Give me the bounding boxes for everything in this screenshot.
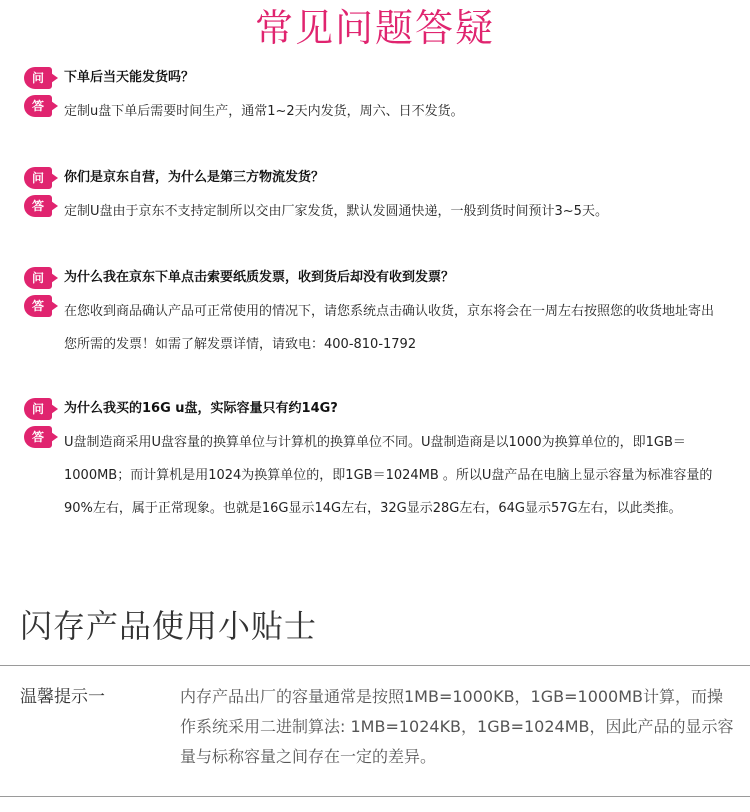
faq-answer-row xyxy=(24,295,724,361)
answer-badge: 答 xyxy=(24,426,52,448)
page-title: 常见问题答疑 xyxy=(254,6,495,50)
faq-answer-row xyxy=(24,426,724,525)
faq-answer: 在您收到商品确认产品可正常使用的情况下，请您系统点击确认收货，京东将会在一周左右按照您的收货地址寄出您所需的发票！如需了解发票详情，请致电：400-810-1792 xyxy=(64,304,715,352)
answer-badge: 答 xyxy=(24,195,52,217)
section-divider-bottom xyxy=(0,796,750,797)
faq-answer: 定制u盘下单后需要时间生产，通常1~2天内发货，周六、日不发货。 xyxy=(64,104,464,119)
faq-answer: U盘制造商采用U盘容量的换算单位与计算机的换算单位不同。U盘制造商是以1000为换算单位的，即1GB＝1000MB；而计算机是用1024为换算单位的，即1GB＝1024MB 。所以U盘产品在电脑上显示容量为标准容量的90%左右，属于正常现象。也就是16G显示14G左右，32G显示28G左右，64G显示57G左右，以此类推。 xyxy=(64,435,713,516)
faq-question-row xyxy=(24,267,724,289)
question-badge: 问 xyxy=(24,67,52,89)
faq-question: 为什么我买的16G u盘，实际容量只有约14G? xyxy=(64,401,338,416)
faq-answer: 定制U盘由于京东不支持定制所以交由厂家发货，默认发圆通快递，一般到货时间预计3~5天。 xyxy=(64,204,608,219)
faq-question: 为什么我在京东下单点击索要纸质发票，收到货后却没有收到发票？ xyxy=(64,270,455,285)
answer-badge: 答 xyxy=(24,95,52,117)
faq-question-row xyxy=(24,67,724,89)
question-badge: 问 xyxy=(24,267,52,289)
faq-question: 你们是京东自营，为什么是第三方物流发货？ xyxy=(64,170,325,185)
faq-question-row xyxy=(24,167,724,189)
faq-item xyxy=(24,267,724,361)
section-divider-top xyxy=(0,665,750,666)
faq-question: 下单后当天能发货吗？ xyxy=(64,70,195,85)
tip-text: 内存产品出厂的容量通常是按照1MB=1000KB，1GB=1000MB计算，而操作系统采用二进制算法: 1MB=1024KB，1GB=1024MB，因此产品的显示容量与标称容量之间存在一定的差异。 xyxy=(180,687,734,766)
faq-item xyxy=(24,398,724,525)
faq-item xyxy=(24,67,724,128)
faq-answer-row xyxy=(24,95,724,128)
faq-question-row xyxy=(24,398,724,420)
faq-item xyxy=(24,167,724,228)
faq-answer-row xyxy=(24,195,724,228)
tip-label: 温馨提示一 xyxy=(20,687,105,707)
section-title: 闪存产品使用小贴士 xyxy=(20,607,318,645)
answer-badge: 答 xyxy=(24,295,52,317)
question-badge: 问 xyxy=(24,167,52,189)
question-badge: 问 xyxy=(24,398,52,420)
